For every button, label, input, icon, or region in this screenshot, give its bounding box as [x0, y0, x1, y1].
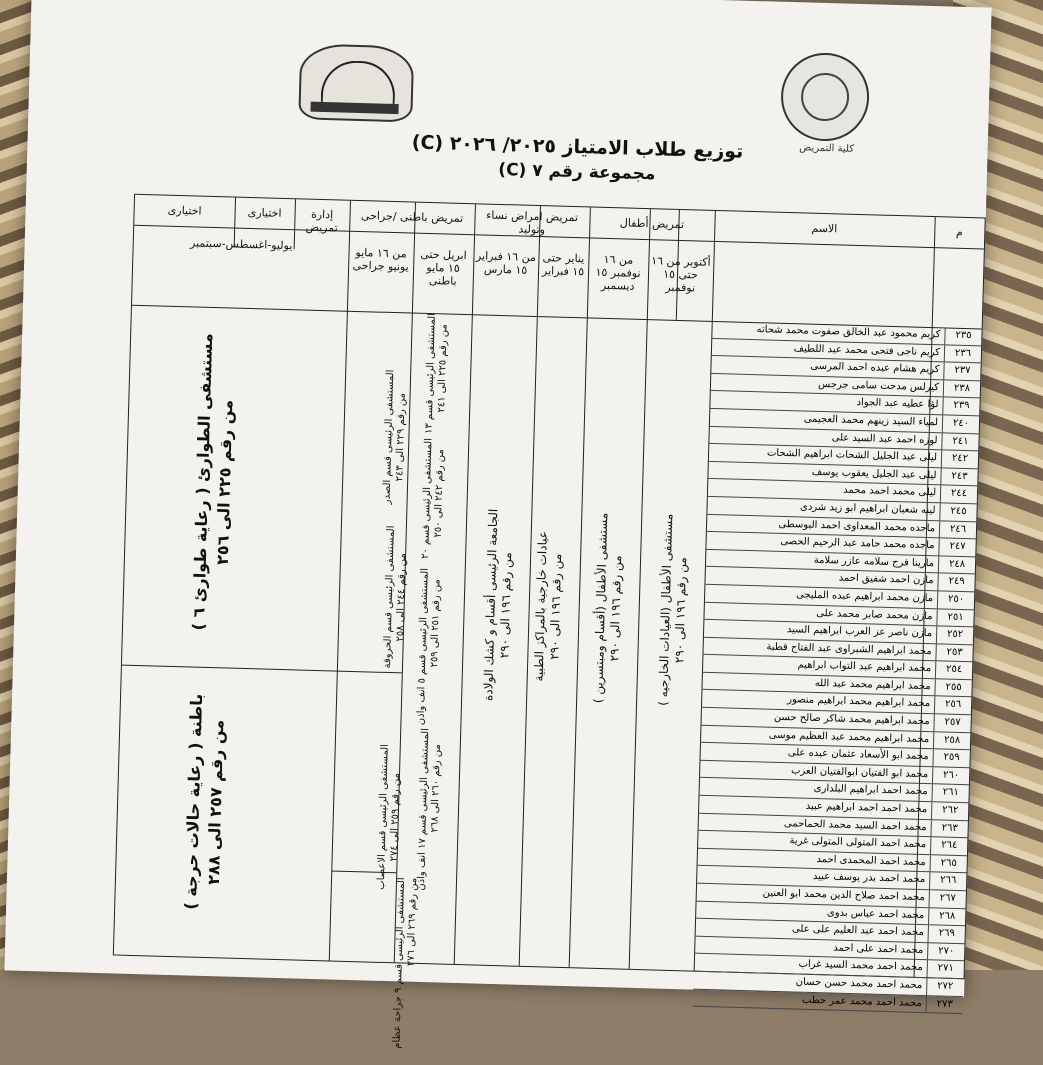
student-name: كريم ناجى فتحى محمد عبد اللطيف [793, 342, 941, 358]
header-num: م [955, 225, 963, 239]
row-number: ٢٦٠ [932, 767, 969, 785]
student-name: محمد احمد المتولى المتولى غرية [789, 835, 927, 851]
row-number: ٢٤٨ [938, 556, 975, 574]
university-logo [298, 43, 414, 122]
student-name: مارينا فرج سلامه عازر سلامة [813, 554, 935, 569]
student-name: محمد ابراهيم محمد عبد الله [814, 677, 931, 693]
student-name: محمد ابو الفتيان ابوالفتيان العرب [790, 765, 929, 780]
student-name: لينه شعبان ابراهيم ابو زيد شردى [799, 501, 936, 517]
student-name: محمد ابراهيم محمد عبد العظيم موسى [768, 729, 930, 745]
student-name: محمد احمد صلاح الدين محمد ابو العنين [762, 887, 925, 904]
row-number: ٢٣٦ [944, 345, 981, 363]
student-name: كريم هشام عبده احمد المرسى [810, 360, 940, 376]
row-number: ٢٥٠ [937, 591, 974, 609]
header-obgyn: تمريض امراض نساء وتوليد [486, 208, 579, 237]
maternity-assignment: الجامعة الرئيسى أقسام و كشك الولادة من رقم ١٩٦ الى ٢٩٠ [481, 508, 515, 702]
row-number: ٢٧٣ [926, 996, 963, 1014]
period-1: أكتوبر من ١٦ حتى ١٥ نوفمبر [650, 254, 711, 295]
emergency-assignment: مستشفى الطوارئ ( رعاية طوارئ ٦ ) من رقم ٢٢٥ الى ٢٥٦ [188, 332, 237, 631]
document-title [367, 130, 788, 188]
med-ward-3: المستشفى الرئيسى قسم ٥ انف واذن من رقم ٢٥١ الى ٢٥٩ [415, 567, 443, 726]
student-name: محمد ابراهيم محمد شاكر صالح حسن [773, 711, 930, 728]
surg-ward-2: المستشفى الرئيسى قسم الحروقة من رقم ٢٤٤ الى ٢٥٨ [381, 525, 409, 669]
row-number: ٢٥٨ [933, 732, 970, 750]
row-number: ٢٤٢ [941, 451, 978, 469]
header-medsurg: تمريض باطنى /جراحى [360, 209, 464, 225]
student-name: مازن محمد صابر محمد على [816, 607, 933, 622]
surg-ward-1: المستشفى الرئيسى قسم الصدر من رقم ٢٢٩ الى ٢٤٣ [381, 369, 408, 505]
row-number: ٢٤٣ [940, 468, 977, 486]
row-number: ٢٤٦ [939, 521, 976, 539]
row-number: ٢٦٨ [928, 908, 965, 926]
student-name: محمد ابو الأسعاد عثمان عبده على [787, 747, 929, 763]
header-elective-2: اختيارى [167, 203, 202, 218]
row-number: ٢٦٦ [929, 873, 966, 891]
period-4: من ١٦ فبراير ١٥ مارس [475, 249, 537, 277]
faculty-logo-caption: كلية التمريض [799, 142, 855, 155]
student-name: محمد ابراهيم الشبراوى عبد الفتاح قطبة [766, 641, 932, 657]
row-number: ٢٤٤ [940, 486, 977, 504]
title-line-1: توزيع طلاب الامتياز ٢٠٢٥/ ٢٠٢٦ (C) [411, 131, 744, 163]
student-name: محمد احمد محمد عمر حطب [801, 994, 922, 1009]
row-number: ٢٦٧ [929, 890, 966, 908]
outpatient-assignment: عيادات خارجية بالمراكز الطبية من رقم ١٩٦ الى ٢٩٠ [531, 530, 565, 682]
row-number: ٢٥٣ [935, 644, 972, 662]
student-name: محمد احمد ابراهيم البلدارى [813, 783, 928, 798]
faculty-logo [780, 52, 870, 142]
row-number: ٢٣٨ [943, 380, 980, 398]
row-number: ٢٤٠ [942, 415, 979, 433]
student-list [693, 321, 982, 1014]
distribution-table [113, 194, 986, 1049]
row-number: ٢٣٥ [944, 327, 981, 345]
med-ward-2: المستشفى الرئيسى قسم ٢٠ من رقم ٢٤٢ الى ٢٥٠ [420, 437, 447, 560]
row-number: ٢٥٤ [935, 662, 972, 680]
student-name: محمد ابراهيم محمد ابراهيم منصور [787, 694, 931, 710]
row-number: ٢٧٠ [927, 943, 964, 961]
peds-clinics-assignment: مستشفى الأطفال (العيادات الخارجيه ) من رقم ١٩٦ الى ٢٩٠ [656, 513, 690, 706]
row-number: ٢٦١ [931, 785, 968, 803]
row-number: ٢٦٥ [929, 855, 966, 873]
student-name: محمد احمد محمد السيد غراب [798, 958, 923, 974]
period-7: يوليو-اغسطس-سبتمبر [189, 236, 293, 253]
student-name: كيرلس مدحت سامى جرجس [817, 378, 940, 394]
row-number: ٢٥٩ [932, 749, 969, 767]
student-name: ليلى محمد احمد محمد [843, 484, 937, 499]
student-name: محمد احمد المحمدى احمد [816, 853, 926, 868]
student-name: محمد احمد احمد ابراهيم عبيد [805, 800, 928, 816]
row-number: ٢٦٣ [930, 820, 967, 838]
row-number: ٢٥٢ [936, 626, 973, 644]
period-6: من ١٦ مايو يونيو جراحى [352, 245, 409, 274]
header-elective-1: اختيارى [247, 205, 282, 220]
title-line-2: مجموعة رقم ٧ (C) [498, 159, 656, 185]
student-name: ماجده محمد حامد عبد الرحيم الحصى [780, 536, 935, 552]
med-ward-1: المستشفى الرئيسى قسم ١٣ من رقم ٢٢٥ الى ٢٤١ [423, 312, 450, 435]
student-name: لؤا عطيه عبد الجواد [856, 397, 939, 411]
period-3: يناير حتى ١٥ فبراير [541, 251, 585, 279]
student-name: محمد احمد بدر يوسف عبيد [812, 871, 926, 886]
header-peds: تمريض أطفال [619, 216, 685, 232]
student-name: لوزه احمد عبد السيد على [831, 431, 938, 446]
student-name: مازن احمد شفيق احمد [838, 572, 934, 587]
row-number: ٢٥١ [936, 609, 973, 627]
med-ward-5: المستشفى الرئيسى قسم ٩ جراحة عظام من رقم ٢٦٩ الى ٢٧٦ [391, 877, 420, 1049]
student-name: محمد احمد محمد حسن حسان [795, 976, 923, 992]
student-name: محمد ابراهيم عبد التواب ابراهيم [797, 659, 932, 675]
student-name: لمياء السيد زينهم محمد العجيمى [803, 413, 939, 429]
period-2: من ١٦ نوفمبر ١٥ ديسمبر [595, 252, 641, 293]
row-number: ٢٤١ [941, 433, 978, 451]
student-name: محمد احمد عباس بدوى [826, 906, 925, 921]
row-number: ٢٣٧ [943, 363, 980, 381]
row-number: ٢٤٥ [939, 503, 976, 521]
student-name: مازن محمد ابراهيم عبده المليجى [795, 589, 934, 605]
header-name: الاسم [811, 221, 838, 236]
student-name: مازن ناصر عز العرب ابراهيم السيد [786, 624, 933, 640]
document-page [4, 0, 991, 1049]
row-number: ٢٦٤ [930, 837, 967, 855]
row-number: ٢٥٧ [933, 714, 970, 732]
icu-assignment: باطنة ( رعاية حالات حرجة ) من رقم ٢٥٧ الى ٢٨٨ [181, 693, 228, 910]
row-number: ٢٣٩ [942, 398, 979, 416]
row-number: ٢٧١ [927, 961, 964, 979]
header-admin: إدارة تمريض [305, 207, 338, 235]
student-name: ليلى عبد الجليل الشحات ابراهيم الشحات [766, 447, 938, 464]
student-name: ماجده محمد المعداوى احمد البوسطى [778, 518, 936, 534]
student-name: محمد احمد عبد العليم على على [791, 923, 924, 939]
row-number: ٢٥٥ [934, 679, 971, 697]
student-name: ليلى عبد الجليل يعقوب يوسف [811, 466, 937, 481]
row-number: ٢٦٢ [931, 802, 968, 820]
surg-ward-3: المستشفى الرئيسى قسم الاعصاب من رقم ٢٥٩ الى ٢٧٤ [375, 743, 403, 890]
row-number: ٢٥٦ [934, 697, 971, 715]
row-number: ٢٦٩ [928, 925, 965, 943]
period-5: ابريل حتى ١٥ مايو باطنى [420, 247, 467, 288]
student-name: محمد احمد على احمد [833, 942, 924, 956]
student-name: محمد احمد السيد محمد الحماحمى [783, 817, 927, 833]
peds-wards-assignment: مستشفى الأطفال (أقسام ومبتسرين ) من رقم ١٩٦ الى ٢٩٠ [591, 512, 625, 704]
student-name: كريم محمود عبد الخالق صفوت محمد شحاته [756, 324, 941, 341]
med-ward-4: المستشفى الرئيسى قسم ١٧ انف واذن من رقم ٢٦٠ الى ٢٦٨ [415, 727, 443, 891]
row-number: ٢٤٩ [937, 574, 974, 592]
row-number: ٢٧٢ [926, 978, 963, 996]
row-number: ٢٤٧ [938, 538, 975, 556]
